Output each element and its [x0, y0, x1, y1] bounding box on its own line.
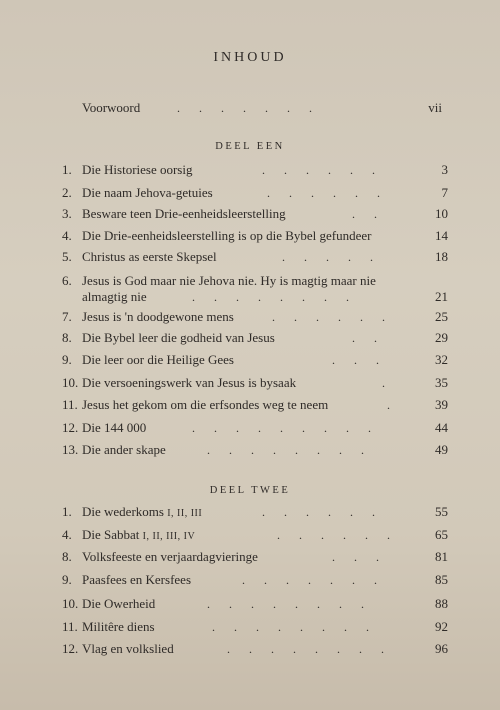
toc-entry-number: 11. — [62, 397, 78, 412]
toc-entry-number: 8. — [62, 549, 72, 564]
toc-page-number: 55 — [435, 504, 448, 519]
leader-dots: . . . . . — [282, 250, 381, 264]
toc-page-number: 7 — [441, 185, 448, 200]
toc-entry-roman: I, II, III — [167, 508, 203, 519]
toc-entry-number: 11. — [62, 619, 78, 634]
toc-page-number: 65 — [435, 527, 448, 542]
toc-entry-text: Die Owerheid — [82, 596, 156, 611]
toc-page-number: 21 — [435, 289, 448, 304]
toc-entry-text: Die wederkoms I, II, III — [82, 504, 203, 519]
toc-page-number: 85 — [435, 572, 448, 587]
toc-entry-number: 3. — [62, 206, 72, 221]
toc-entry-text: Jesus is God maar nie Jehova nie. Hy is magtig maar nie — [82, 273, 376, 288]
toc-entry-number: 1. — [62, 162, 72, 177]
toc-entry-number: 13. — [62, 442, 79, 457]
toc-entry-text: Die Drie-eenheidsleerstelling is op die Bybel gefundeer — [82, 228, 372, 243]
leader-dots: . . . . . . . . — [212, 620, 377, 634]
toc-page-number: 14 — [435, 228, 448, 243]
leader-dots: . . . . . . . . — [227, 642, 392, 656]
section-heading-part2: DEEL TWEE — [209, 485, 291, 496]
toc-entry-number: 9. — [62, 352, 72, 367]
leader-dots: . . . . . . . . — [207, 443, 372, 457]
leader-dots: . . — [352, 331, 385, 345]
leader-dots: . . . . . . — [277, 528, 398, 542]
toc-entry-number: 6. — [62, 273, 72, 288]
toc-entry-number: 5. — [62, 249, 72, 264]
leader-dots: . . — [352, 207, 385, 221]
toc-page-number: 35 — [435, 375, 448, 390]
toc-page-number: 3 — [441, 162, 448, 177]
leader-dots: . — [382, 376, 393, 390]
toc-entry-text: Die naam Jehova-getuies — [82, 185, 213, 200]
toc-entry-number: 4. — [62, 228, 72, 243]
toc-entry-text: Paasfees en Kersfees — [82, 572, 192, 587]
toc-page-number: 88 — [435, 596, 448, 611]
leader-dots: . . . . . . . — [242, 573, 385, 587]
toc-page-number: 25 — [435, 309, 448, 324]
toc-page-number: 81 — [435, 549, 448, 564]
toc-entry-number: 9. — [62, 572, 72, 587]
toc-entry-text: Vlag en volkslied — [82, 641, 174, 656]
toc-page-number: 10 — [435, 206, 448, 221]
toc-entry-number: 12. — [62, 641, 79, 656]
toc-page-number: 39 — [435, 397, 448, 412]
leader-dots: . . . — [332, 550, 387, 564]
leader-dots: . . . . . . — [272, 310, 393, 324]
toc-entry-text: Die versoeningswerk van Jesus is bysaak — [82, 375, 297, 390]
toc-page-number: 32 — [435, 352, 448, 367]
toc-page-number: vii — [428, 100, 442, 115]
leader-dots: . . . . . . . — [177, 101, 320, 115]
toc-entry-text: Militêre diens — [82, 619, 155, 634]
toc-entry-text: Die leer oor die Heilige Gees — [82, 352, 234, 367]
toc-page-number: 96 — [435, 641, 448, 656]
toc-entry-number: 12. — [62, 420, 79, 435]
toc-entry-text: Volksfeeste en verjaardagvieringe — [82, 549, 258, 564]
toc-page-number: 92 — [435, 619, 448, 634]
toc-entry-number: 10. — [62, 375, 79, 390]
toc-entry-number: 8. — [62, 330, 72, 345]
leader-dots: . — [387, 398, 398, 412]
leader-dots: . . . . . . . . . — [192, 421, 379, 435]
leader-dots: . . . . . . — [262, 163, 383, 177]
toc-entry-text: Christus as eerste Skepsel — [82, 249, 217, 264]
toc-entry-number: 4. — [62, 527, 72, 542]
leader-dots: . . . . . . . . — [192, 290, 357, 304]
toc-entry-text: Die ander skape — [82, 442, 166, 457]
toc-entry-text: Jesus is 'n doodgewone mens — [82, 309, 234, 324]
leader-dots: . . . — [332, 353, 387, 367]
toc-entry-number: 2. — [62, 185, 72, 200]
toc-page-number: 44 — [435, 420, 448, 435]
leader-dots: . . . . . . . . — [207, 597, 372, 611]
leader-dots: . . . . . . — [267, 186, 388, 200]
toc-entry-text: Die Sabbat I, II, III, IV — [82, 527, 196, 542]
toc-entry-text: Die Historiese oorsig — [82, 162, 193, 177]
toc-entry-number: 10. — [62, 596, 79, 611]
toc-entry-number: 1. — [62, 504, 72, 519]
toc-entry-text: Besware teen Drie-eenheidsleerstelling — [82, 206, 286, 221]
toc-page-number: 29 — [435, 330, 448, 345]
toc-entry-text: Die Bybel leer die godheid van Jesus — [82, 330, 275, 345]
toc-entry-text: Jesus het gekom om die erfsondes weg te neem — [82, 397, 329, 412]
toc-page-number: 18 — [435, 249, 448, 264]
leader-dots: . . . . . . — [262, 505, 383, 519]
toc-entry-text: Die 144 000 — [82, 420, 147, 435]
toc-entry-number: 7. — [62, 309, 72, 324]
section-heading-part1: DEEL EEN — [215, 141, 285, 152]
toc-entry-text: Voorwoord — [82, 100, 141, 115]
toc-page-number: 49 — [435, 442, 448, 457]
toc-entry-roman: I, II, III, IV — [142, 531, 196, 542]
toc-entry-text-continued: almagtig nie — [82, 289, 147, 304]
page-title: INHOUD — [213, 50, 287, 65]
